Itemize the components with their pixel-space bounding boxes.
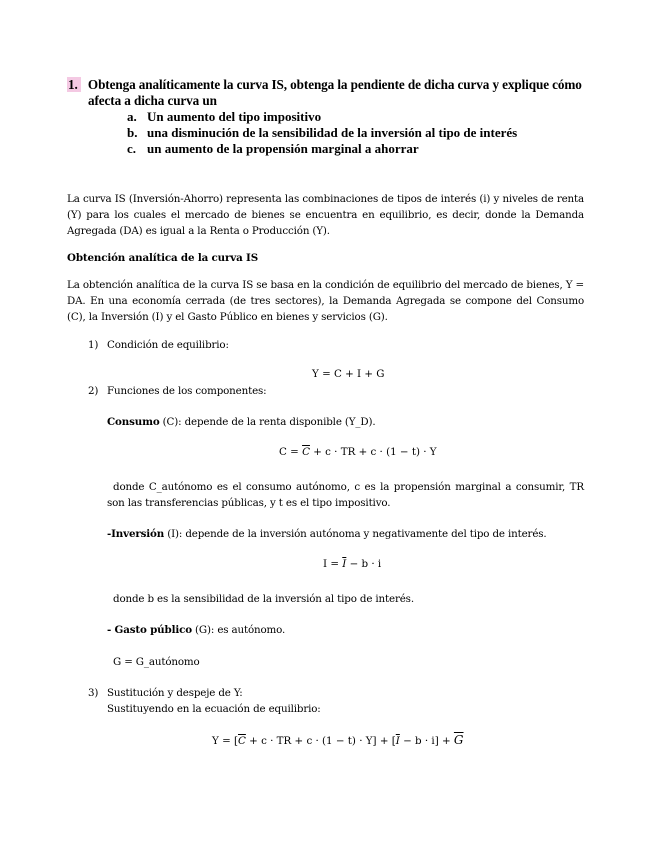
- item-letter: a.: [127, 109, 137, 124]
- question-text-1: Obtenga analíticamente la curva IS, obtenga la pendiente de dicha curva y explique cómo: [87, 77, 582, 92]
- step-label: Sustitución y despeje de Y:: [107, 687, 243, 699]
- derivation-paragraph: La obtención analítica de la curva IS se basa en la condición de equilibrio del mercado de bienes, Y = DA. En una economía cerrada (de tres sectores), la Demanda Agregada se compone del Consumo (C), la Inversión (I) y el Gasto Público en bienes y servicios (G).: [67, 279, 584, 323]
- gasto-line: [107, 622, 285, 638]
- step-number: 2): [88, 385, 99, 397]
- intro-paragraph: La curva IS (Inversión-Ahorro) representa las combinaciones de tipos de interés (i) y niveles de renta (Y) para los cuales el mercado de bienes se encuentra en equilibrio, es decir, donde la Demanda Agregada (DA) es igual a la Renta o Producción (Y).: [67, 193, 584, 237]
- step-number: 3): [88, 687, 99, 699]
- g-bar: $\overline{G}$: [453, 733, 464, 747]
- consumo-note: donde C_autónomo es el consumo autónomo, c es la propensión marginal a consumir, TR son las transferencias públicas, y t es el tipo impositivo.: [107, 481, 584, 509]
- item-text: Un aumento del tipo impositivo: [147, 109, 322, 124]
- eq-part: + c · TR + c · (1 − t) · Y] + [: [245, 735, 396, 747]
- inversion-equation: [323, 558, 381, 570]
- eq-part: − b · i: [346, 558, 382, 570]
- question-item-a: [127, 109, 321, 125]
- section-heading: Obtención analítica de la curva IS: [67, 252, 259, 264]
- consumo-description: (C): depende de la renta disponible (Y_D).: [159, 416, 376, 428]
- c-bar: $\overline{C}$: [302, 446, 310, 458]
- i-bar: $\overline{I}$: [342, 558, 347, 570]
- step-3: [88, 685, 243, 701]
- consumo-equation: [279, 446, 437, 458]
- c-bar: $\overline{C}$: [238, 735, 246, 747]
- step-1: [88, 337, 229, 353]
- inversion-description: (I): depende de la inversión autónoma y negativamente del tipo de interés.: [164, 528, 547, 540]
- item-text: una disminución de la sensibilidad de la inversión al tipo de interés: [147, 125, 518, 140]
- item-letter: b.: [127, 125, 138, 140]
- eq-part: + c · TR + c · (1 − t) · Y: [309, 446, 437, 458]
- eq-part: Y = [: [212, 735, 238, 747]
- eq-part: I =: [323, 558, 343, 570]
- inversion-line: [107, 526, 547, 542]
- item-text: un aumento de la propensión marginal a ahorrar: [147, 141, 419, 156]
- step-3-subtext: Sustituyendo en la ecuación de equilibrio:: [107, 703, 321, 715]
- gasto-equation: G = G_autónomo: [113, 656, 200, 668]
- consumo-line: [107, 414, 376, 430]
- step-2: [88, 383, 266, 399]
- substitution-equation: [212, 733, 464, 747]
- question-number: 1.: [67, 77, 81, 92]
- equilibrium-equation: Y = C + I + G: [312, 368, 385, 380]
- eq-part: C =: [279, 446, 303, 458]
- i-bar: $\overline{I}$: [395, 735, 400, 747]
- inversion-note: donde b es la sensibilidad de la inversión al tipo de interés.: [113, 593, 414, 605]
- step-label: Funciones de los componentes:: [107, 385, 267, 397]
- consumo-term: Consumo: [107, 416, 160, 428]
- question-item-b: [127, 125, 517, 141]
- step-label: Condición de equilibrio:: [107, 339, 229, 351]
- inversion-term: -Inversión: [107, 528, 165, 540]
- item-letter: c.: [127, 141, 137, 156]
- gasto-description: (G): es autónomo.: [191, 624, 286, 636]
- question-line-1: [67, 77, 582, 93]
- question-item-c: [127, 141, 419, 157]
- eq-part: − b · i] +: [399, 735, 454, 747]
- question-line-2: afecta a dicha curva un: [88, 93, 217, 108]
- gasto-term: - Gasto público: [107, 624, 192, 636]
- step-number: 1): [88, 339, 99, 351]
